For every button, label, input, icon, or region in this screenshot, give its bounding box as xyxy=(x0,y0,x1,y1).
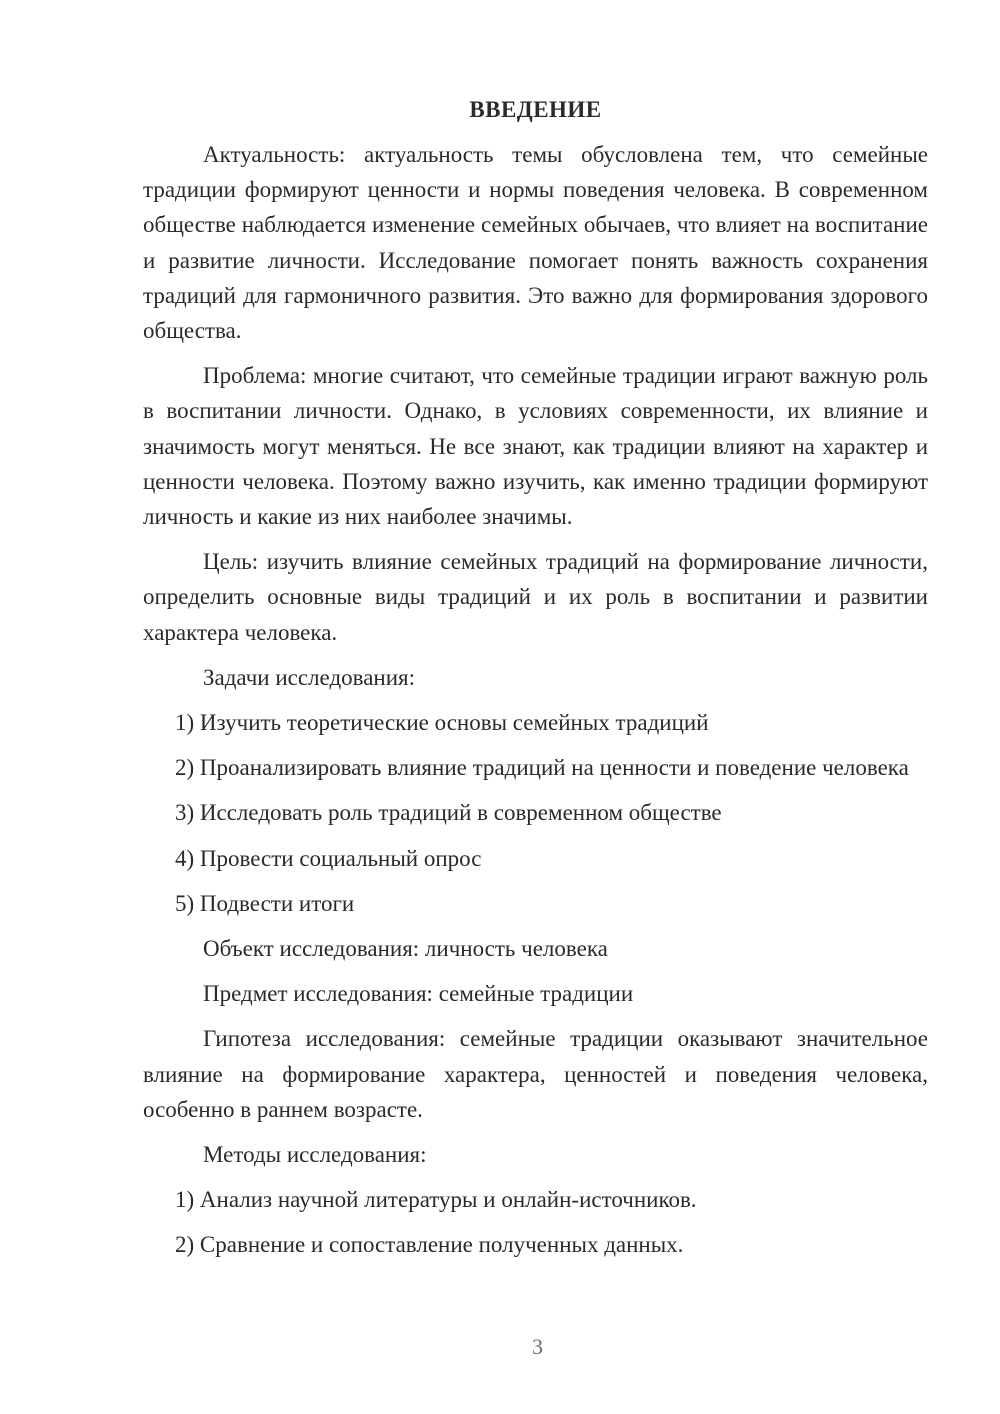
method-item-1: 1) Анализ научной литературы и онлайн-источников. xyxy=(175,1187,697,1213)
task-item-4: 4) Провести социальный опрос xyxy=(175,845,482,871)
task-item-5: 5) Подвести итоги xyxy=(175,890,355,916)
subject-paragraph: Предмет исследования: семейные традиции xyxy=(203,981,634,1007)
tasks-heading: Задачи исследования: xyxy=(203,664,416,690)
task-item-2: 2) Проанализировать влияние традиций на ценности и поведение человека xyxy=(175,755,909,781)
methods-heading: Методы исследования: xyxy=(203,1142,427,1168)
object-paragraph: Объект исследования: личность человека xyxy=(203,936,608,962)
page-title: ВВЕДЕНИЕ xyxy=(469,97,602,122)
task-item-3: 3) Исследовать роль традиций в современном обществе xyxy=(175,800,722,826)
problem-paragraph: Проблема: многие считают, что семейные традиции играют важную роль в воспитании личности. Однако, в условиях современности, их влияние и значимость могут меняться. Не все знают, как традиции влияют на характер и ценности человека. Поэтому важно изучить, как именно традиции формируют личность и какие из них наиболее значимы. xyxy=(143,363,928,530)
relevance-paragraph: Актуальность: актуальность темы обусловлена тем, что семейные традиции формируют ценности и нормы поведения человека. В современном обществе наблюдается изменение семейных обычаев, что влияет на воспитание и развитие личности. Исследование помогает понять важность сохранения традиций для гармоничного развития. Это важно для формирования здорового общества. xyxy=(143,142,928,344)
method-item-2: 2) Сравнение и сопоставление полученных данных. xyxy=(175,1232,684,1258)
task-item-1: 1) Изучить теоретические основы семейных традиций xyxy=(175,710,709,736)
hypothesis-paragraph: Гипотеза исследования: семейные традиции оказывают значительное влияние на формирование характера, ценностей и поведения человека, особенно в раннем возрасте. xyxy=(143,1026,928,1122)
document-body xyxy=(143,92,928,1273)
page-number: 3 xyxy=(532,1334,543,1359)
goal-paragraph: Цель: изучить влияние семейных традиций на формирование личности, определить основные виды традиций и их роль в воспитании и развитии характера человека. xyxy=(143,549,928,645)
